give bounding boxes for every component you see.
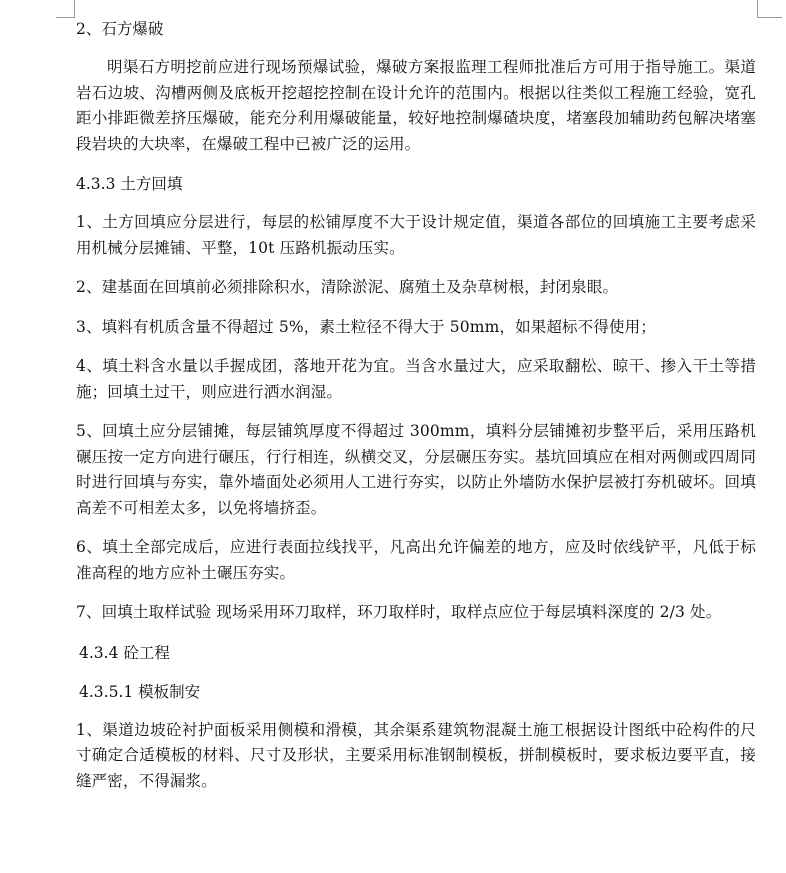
heading-earth-backfill: 4.3.3 土方回填 bbox=[76, 175, 183, 193]
page-corner-mark-left bbox=[56, 0, 75, 18]
document-page bbox=[76, 16, 756, 808]
heading-formwork: 4.3.5.1 模板制安 bbox=[79, 682, 201, 701]
page-corner-mark-right bbox=[757, 0, 782, 18]
backfill-item-3: 3、填料有机质含量不得超过 5%，素土粒径不得大于 50mm，如果超标不得使用； bbox=[76, 317, 656, 336]
backfill-item-7: 7、回填土取样试验 现场采用环刀取样，环刀取样时，取样点应位于每层填料深度的 2/3 处。 bbox=[76, 603, 722, 621]
heading-concrete-works: 4.3.4 砼工程 bbox=[79, 643, 170, 662]
backfill-item-1: 1、土方回填应分层进行，每层的松铺厚度不大于设计规定值，渠道各部位的回填施工主要考虑采用机械分层摊铺、平整，10t 压路机振动压实。 bbox=[76, 213, 756, 257]
heading-rock-blasting: 2、石方爆破 bbox=[76, 20, 164, 38]
backfill-item-6: 6、填土全部完成后，应进行表面拉线找平，凡高出允许偏差的地方，应及时依线铲平，凡低于标准高程的地方应补土碾压夯实。 bbox=[76, 538, 756, 582]
backfill-item-4: 4、填土料含水量以手握成团，落地开花为宜。当含水量过大，应采取翻松、晾干、掺入干土等措施；回填土过干，则应进行洒水润湿。 bbox=[76, 357, 756, 401]
paragraph-rock-blasting: 明渠石方明挖前应进行现场预爆试验，爆破方案报监理工程师批准后方可用于指导施工。渠道岩石边坡、沟槽两侧及底板开挖超挖控制在设计允许的范围内。根据以往类似工程施工经验，宽孔距小排距微差挤压爆破，能充分利用爆破能量，较好地控制爆碴块度，堵塞段加辅助药包解决堵塞段岩块的大块率，在爆破工程中已被广泛的运用。 bbox=[76, 58, 756, 153]
backfill-item-2: 2、建基面在回填前必须排除积水，清除淤泥、腐殖土及杂草树根，封闭泉眼。 bbox=[76, 278, 619, 296]
backfill-item-5: 5、回填土应分层铺摊，每层铺筑厚度不得超过 300mm，填料分层铺摊初步整平后，采用压路机碾压按一定方向进行碾压，行行相连，纵横交叉，分层碾压夯实。基坑回填应在相对两侧或四周同时进行回填与夯实，靠外墙面处必须用人工进行夯实，以防止外墙防水保护层被打夯机破坏。回填高差不可相差太多，以免将墙挤歪。 bbox=[76, 422, 756, 517]
formwork-item-1: 1、渠道边坡砼衬护面板采用侧模和滑模，其余渠系建筑物混凝土施工根据设计图纸中砼构件的尺寸确定合适模板的材料、尺寸及形状，主要采用标准钢制模板，拼制模板时，要求板边要平直，接缝严密，不得漏浆。 bbox=[76, 720, 756, 790]
